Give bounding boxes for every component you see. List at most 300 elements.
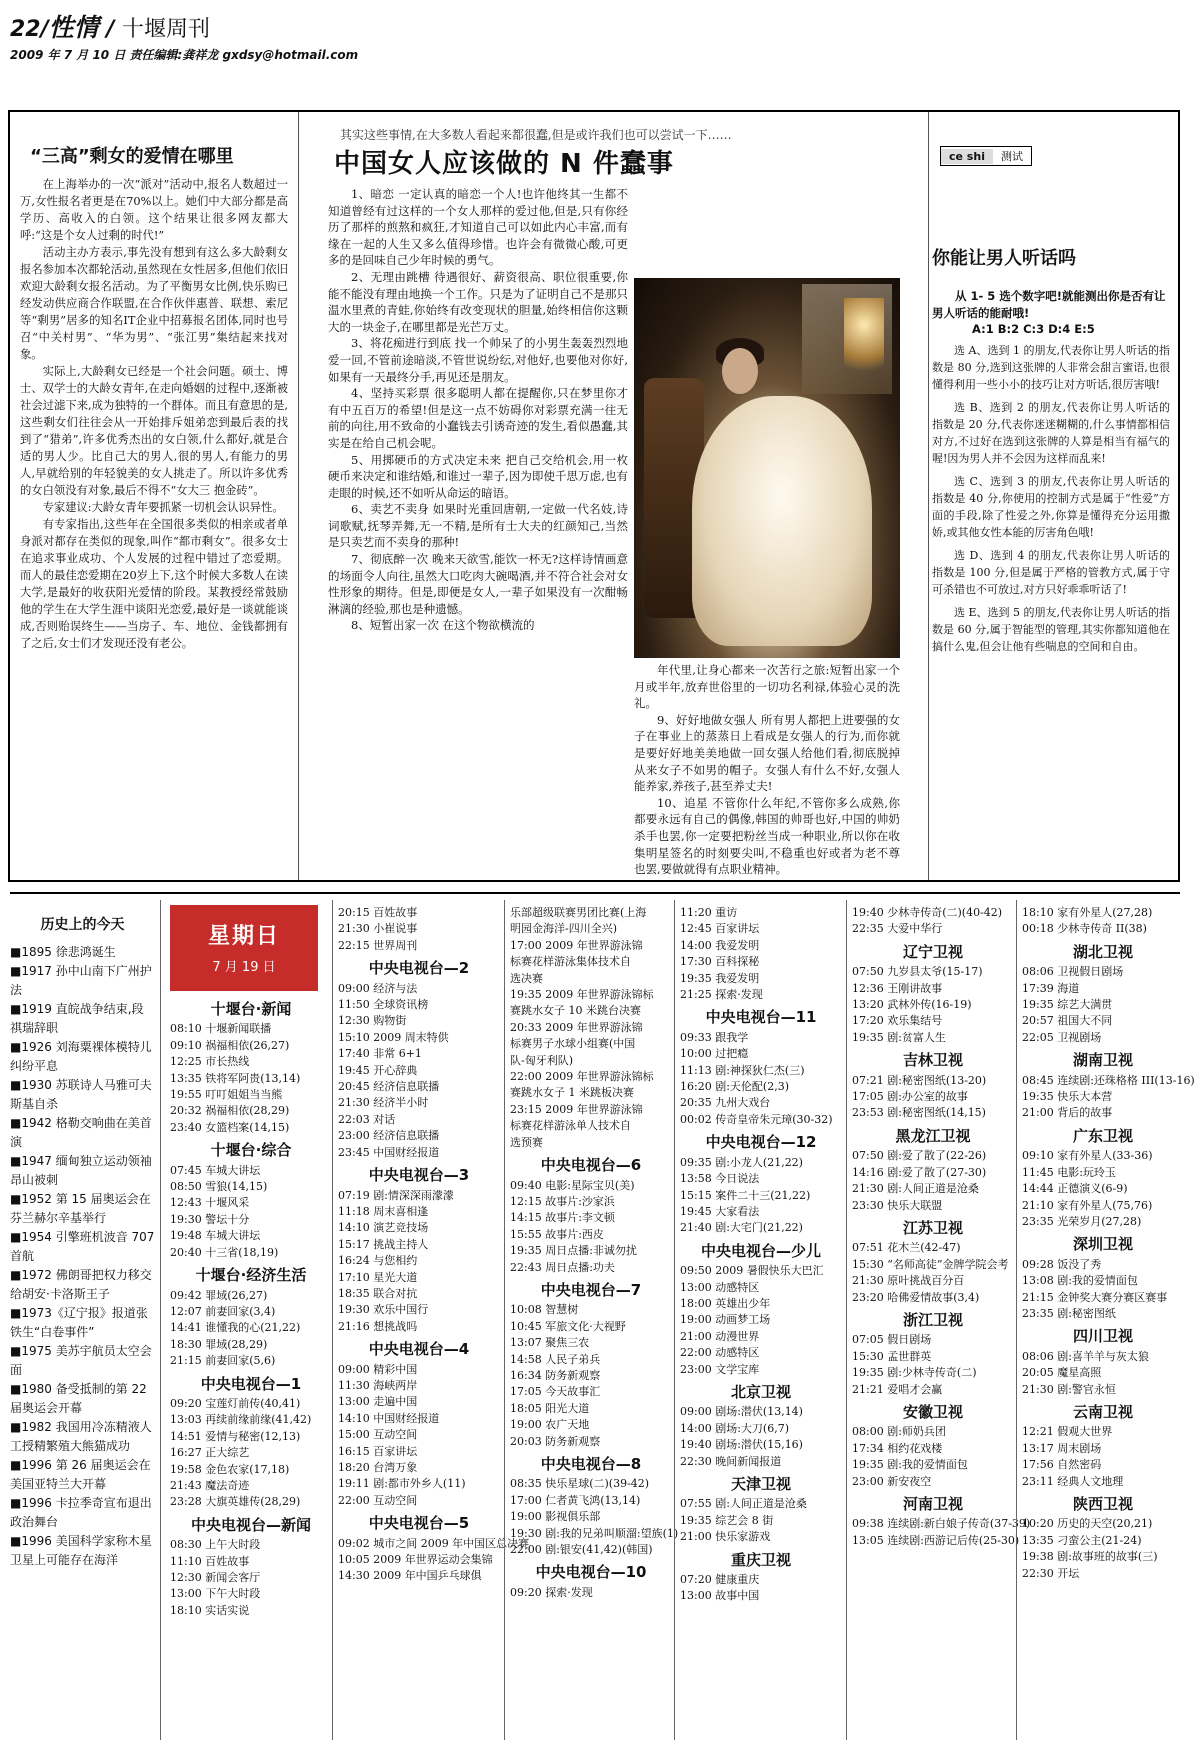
tv-program: 11:45 电影:玩玲玉 [1022,1165,1116,1179]
tv-program: 10:45 军旅文化·大视野 [510,1319,626,1333]
tv-station: 广东卫视 [1072,1126,1133,1145]
tv-program: 标赛花样游泳集体技术自 [510,955,631,969]
tv-program: 07:21 剧:秘密图纸(13-20) [852,1073,987,1087]
tv-program: 09:00 经济与法 [338,981,418,995]
tv-program: 21:15 金钟奖大赛分赛区赛事 [1022,1290,1168,1304]
tv-program: 15:00 互动空间 [338,1428,418,1442]
history-item: ■1996 卡拉季奇宣布退出政治舞台 [10,1496,152,1529]
tv-divider [1016,900,1017,1740]
article-silly-things [328,126,926,877]
tv-program: 09:02 城市之间 2009 年中国区总决赛 [338,1536,530,1550]
history-item: ■1942 格勒交响曲在美首演 [10,1116,152,1149]
tv-program: 17:40 非常 6+1 [338,1047,422,1061]
tv-program: 14:16 剧:爱了散了(27-30) [852,1165,987,1179]
day-date: 7 月 19 日 [212,960,276,975]
tv-program: 明园金海洋-四川全兴) [510,922,618,936]
quiz-result: 选 D、选到 4 的朋友,代表你让男人听话的指数是 100 分,但是属于严格的管教方式,属于守可杀错也不可放过,对方只好乖乖听话了! [932,549,1170,596]
tv-program: 20:40 十三省(18,19) [170,1245,279,1259]
tv-program: 22:00 2009 年世界游泳锦标 [510,1070,654,1084]
tv-program: 21:00 动漫世界 [680,1329,760,1343]
tv-program: 12:30 新闻会客厅 [170,1571,261,1584]
tv-program: 19:35 综艺会 8 街 [680,1513,774,1527]
paragraph: 2、无理由跳槽 待遇很好、薪资很高、职位很重要,你能不能没有理由地换一个工作。只是为了证明自己不是那只温水里煮的青蛙,你始终有改变现状的胆量,始终相信你这颗大的一块金子,在哪里都是光芒万丈。 [328,269,628,334]
tv-program: 14:51 爱情与秘密(12,13) [170,1429,301,1443]
top-content-box [8,110,1180,882]
tv-station: 中央电视台—6 [540,1156,642,1175]
tv-program: 19:00 农广天地 [510,1418,590,1432]
tv-program: 21:00 快乐家游戏 [680,1530,771,1544]
tv-program: 19:11 剧:都市外乡人(11) [338,1477,466,1491]
tv-program: 17:39 海道 [1022,981,1080,995]
tv-program: 22:30 晚间新闻报道 [680,1454,782,1468]
history-item: ■1947 缅甸独立运动领袖昂山被刺 [10,1154,152,1187]
tv-program: 12:36 王刚讲故事 [852,981,943,995]
tv-program: 17:10 星光大道 [338,1270,418,1284]
tv-station: 黑龙江卫视 [895,1126,971,1145]
tv-program: 08:06 剧:喜羊羊与灰太狼 [1022,1349,1149,1363]
tv-station: 深圳卫视 [1072,1235,1133,1254]
tv-program: 13:05 连续剧:西游记后传(25-30) [852,1533,1020,1547]
tv-program: 14:58 人民子弟兵 [510,1352,601,1366]
tv-column [852,905,1031,1549]
article-title: “三高”剩女的爱情在哪里 [30,146,234,167]
tv-program: 08:35 快乐星球(二)(39-42) [510,1477,650,1491]
tv-program: 07:05 假日剧场 [852,1333,932,1347]
history-today [10,910,155,1570]
tv-divider [846,900,847,1740]
tv-program: 18:00 英雄出少年 [680,1296,771,1310]
tv-program: 23:00 文学宝库 [680,1362,760,1376]
tv-program: 09:10 祸福相依(26,27) [170,1038,290,1052]
tv-program: 22:00 剧:银安(41,42)(韩国) [510,1543,653,1557]
quiz-result: 选 B、选到 2 的朋友,代表你让男人听话的指数是 20 分,代表你迷迷糊糊的,什么事情都相信对方,不过好在选到这张牌的人算是相当有福气的喔!因为男人并不会因为这样而乱来! [932,401,1170,465]
tv-program: 13:20 武林外传(16-19) [852,998,972,1012]
tv-program: 14:00 剧场:大刀(6,7) [680,1421,789,1435]
tv-program: 21:30 经济半小时 [338,1096,429,1110]
tv-program: 19:40 剧场:潜伏(15,16) [680,1438,803,1452]
tv-program: 15:15 案件二十三(21,22) [680,1188,811,1202]
tv-program: 17:20 欢乐集结号 [852,1014,943,1028]
tv-program: 09:33 跟我学 [680,1030,749,1044]
tv-program: 23:15 2009 年世界游泳锦 [510,1102,643,1116]
tv-program: 07:51 花木兰(42-47) [852,1241,961,1255]
tv-program: 17:00 2009 年世界游泳锦 [510,938,643,952]
tv-program: 20:32 祸福相依(28,29) [170,1104,290,1118]
tv-program: 22:30 开坛 [1022,1566,1080,1580]
quiz-result: 选 A、选到 1 的朋友,代表你让男人听话的指数是 80 分,选到这张牌的人非常会甜言蜜语,也很懂得利用一些小小的技巧让对方听话,很厉害哦! [932,344,1170,391]
day-name: 星期日 [207,924,280,949]
tv-program: 19:35 剧:我的爱情面包 [852,1458,968,1472]
tv-program: 15:55 故事片:西皮 [510,1227,604,1241]
tv-program: 11:10 百姓故事 [170,1554,250,1568]
tv-station: 吉林卫视 [902,1051,963,1070]
paragraph: 有专家指出,这些年在全国很多类似的相亲或者单身派对都存在类似的现象,叫作“都市剩女”。很多女士在追求事业成功、个人发展的过程中错过了恋爱期。而人的最佳恋爱期在20岁上下,这个时候大多数人在读大学,是最好的收获阳光爱情的阶段。某教授经常鼓励他的学生在大学生涯中谈阳光恋爱,最好是一谈就能谈成,否则贻误终生——当房子、车、地位、金钱都拥有了之后,女士们才发现还没有老公。 [20,518,288,650]
paragraph: 10、追星 不管你什么年纪,不管你多么成熟,你都要永远有自己的偶像,韩国的帅哥也好,中国的帅奶杀手也罢,你一定要把粉丝当成一种职业,所以你在收集明星签名的时刻要尖叫,不稳重也好或者为老不尊也罢,要做就得有点职业精神。 [634,795,900,877]
tv-program: 09:00 剧场:潜伏(13,14) [680,1405,803,1419]
tv-station: 中央电视台—11 [705,1008,817,1027]
tv-program: 17:30 百科探秘 [680,955,760,969]
tv-program: 22:43 周日点播:功夫 [510,1260,615,1274]
column-divider [928,112,929,880]
column-divider [298,112,299,880]
tv-program: 13:08 剧:我的爱情面包 [1022,1274,1138,1288]
tv-station: 安徽卫视 [902,1402,963,1421]
tag-pinyin: ce shi [941,149,993,164]
tv-program: 07:50 剧:爱了散了(22-26) [852,1149,987,1163]
tv-program: 20:05 魔星高照 [1022,1366,1102,1380]
tv-program: 09:00 精彩中国 [338,1362,418,1376]
tv-program: 09:42 罪域(26,27) [170,1288,268,1302]
tv-program: 19:48 车城大讲坛 [170,1229,261,1243]
photo-dress [692,396,872,646]
tv-program: 11:50 全球资讯榜 [338,998,429,1012]
paragraph: 实际上,大龄剩女已经是一个社会问题。硕士、博士、双学士的大龄女青年,在走向婚姻的过程中,逐渐被社会过滤下来,成为独特的一个群体。而且有意思的是,这些剩女们往往会从一开始排斥姐弟恋到最后表的找到了“猎弟”,许多优秀杰出的女白领,什么都好,就是合适的男人少。比自己大的男人,很的男人,有能力的男人,早就给别的年轻貌美的女人挑走了。所以许多优秀的女白领没有对象,最后不得不“女大三 抱金砖”。 [20,365,288,497]
tv-program: 19:35 剧:贫富人生 [852,1030,946,1044]
tv-program: 16:20 剧:天伦配(2,3) [680,1080,789,1094]
tv-program: 19:58 金色农家(17,18) [170,1462,290,1476]
article-body [20,176,288,652]
tv-program: 13:07 聚焦三农 [510,1336,590,1350]
history-item: ■1930 苏联诗人马雅可夫斯基自杀 [10,1078,152,1111]
tv-program: 19:30 警坛十分 [170,1212,250,1226]
tv-column [510,905,679,1601]
tv-program: 10:08 智慧树 [510,1303,579,1317]
tv-program: 10:20 历史的天空(20,21) [1022,1517,1153,1531]
tv-program: 18:10 实话实说 [170,1603,250,1617]
tv-program: 10:05 2009 年世界运动会集锦 [338,1553,493,1567]
tv-station: 中央电视台—8 [540,1455,642,1473]
tv-program: 12:45 百家讲坛 [680,922,760,936]
tv-program: 21:30 原叶挑战百分百 [852,1274,965,1288]
tv-column [1022,905,1195,1582]
quiz-options: A:1 B:2 C:3 D:4 E:5 [972,322,1095,336]
article-title: 中国女人应该做的 N 件蠢事 [334,149,674,179]
tv-program: 22:15 世界周刊 [338,938,418,952]
tv-station: 江苏卫视 [902,1218,963,1237]
tv-program: 07:55 剧:人间正道是沧桑 [680,1497,807,1511]
tv-program: 20:45 经济信息联播 [338,1080,440,1094]
tv-program: 19:38 剧:故事班的故事(三) [1022,1550,1158,1564]
article-body-right [634,662,900,878]
tv-program: 12:43 十堰风采 [170,1196,250,1210]
tv-station: 重庆卫视 [730,1550,791,1569]
tv-program: 07:45 车城大讲坛 [170,1163,261,1177]
tv-program: 13:00 故事中国 [680,1589,760,1603]
tv-program: 23:53 剧:秘密图纸(14,15) [852,1106,986,1120]
tv-program: 14:00 我爱发明 [680,938,760,952]
bride-photo [634,278,900,658]
tv-station: 天津卫视 [730,1475,791,1493]
tv-program: 13:58 今日说法 [680,1172,760,1186]
header-date-editor: 2009 年 7 月 10 日 责任编辑:龚祥龙 gxdsy@hotmail.com [10,48,359,62]
tv-program: 13:00 走遍中国 [338,1395,418,1409]
tv-program: 20:33 2009 年世界游泳锦 [510,1020,643,1034]
tv-program: 21:21 爱唱才会赢 [852,1382,943,1396]
tv-program: 08:06 卫视假日剧场 [1022,965,1124,979]
tv-station: 十堰台·经济生活 [195,1266,307,1285]
tv-program: 23:30 快乐大联盟 [852,1198,943,1212]
tv-program: 14:10 中国财经报道 [338,1411,440,1425]
tv-program: 20:57 祖国大不同 [1022,1014,1113,1028]
history-item: ■1952 第 15 届奥运会在芬兰赫尔辛基举行 [10,1192,151,1225]
tv-program: 21:30 剧:警官永恒 [1022,1382,1116,1396]
tv-program: 16:15 百家讲坛 [338,1444,418,1458]
tv-program: 21:25 探索·发现 [680,988,763,1002]
tv-program: 21:16 想挑战吗 [338,1319,418,1333]
tv-program: 22:00 互动空间 [338,1493,418,1507]
history-item: ■1917 孙中山南下广州护法 [10,964,152,997]
tv-program: 17:56 自然密码 [1022,1458,1102,1472]
tv-program: 17:00 仁者黄飞鸿(13,14) [510,1493,641,1507]
paragraph: 6、卖艺不卖身 如果时光重回唐朝,一定做一代名妓,诗词歌赋,抚琴弄舞,无一不精,是所有士大夫的红颜知己,当然是只卖艺而不卖身的那种! [328,502,628,550]
tv-program: 19:00 影视俱乐部 [510,1510,601,1524]
section-name: 性情 [48,13,99,42]
tv-program: 13:00 动感特区 [680,1280,760,1294]
tv-program: 19:55 叮叮姐姐当当熊 [170,1088,283,1102]
tv-program: 23:11 经典人文地理 [1022,1474,1124,1488]
tv-program: 19:35 周日点播:非诚勿扰 [510,1244,637,1258]
history-item: ■1980 备受抵制的第 22 届奥运会开幕 [10,1382,147,1415]
tv-station: 北京卫视 [730,1382,791,1401]
tv-program: 18:20 台湾万象 [338,1461,418,1474]
tv-program: 12:15 故事片:沙家浜 [510,1194,615,1208]
tv-station: 中央电视台—1 [200,1374,302,1393]
tv-program: 08:45 连续剧:还珠格格 III(13-16) [1022,1073,1195,1087]
tv-column [680,905,842,1605]
history-item: ■1973《辽宁报》报道张铁生“白卷事件” [10,1306,148,1339]
paragraph: 活动主办方表示,事先没有想到有这么多大龄剩女报名参加本次都轮活动,虽然现在女性居多,但他们依旧欢迎大龄剩女报名活动。为了平衡男女比例,快乐购已经发动供应商合作联盟,在合作伙伴惠普、联想、索尼等“剩男”居多的知名IT企业中招募报名团体,同时也号召“中关村男”、“华为男”、“张江男”集结起来找对象。 [20,246,288,361]
tv-program: 17:34 相约花戏楼 [852,1441,943,1455]
tv-program: 14:41 谁懂我的心(21,22) [170,1321,301,1335]
tv-program: 19:30 剧:我的兄弟叫顺溜:望族(1) [510,1526,679,1540]
tv-program: 11:13 剧:神探狄仁杰(三) [680,1063,805,1077]
tv-program: 14:15 故事片:李文顿 [510,1211,615,1225]
tv-program: 08:10 十堰新闻联播 [170,1022,272,1036]
tv-program: 07:20 健康重庆 [680,1573,760,1587]
tv-divider [332,900,333,1740]
tv-program: 13:03 再续前缘前缘(41,42) [170,1413,312,1427]
tv-program: 12:25 市长热线 [170,1055,250,1069]
tv-program: 17:05 今天故事汇 [510,1385,601,1399]
tv-program: 09:50 2009 暑假快乐大巴汇 [680,1264,824,1278]
tv-program: 21:15 前妻回家(5,6) [170,1354,276,1368]
history-item: ■1975 美苏宇航员太空会面 [10,1344,152,1377]
tv-program: 22:35 大爱中华行 [852,922,943,936]
tv-program: 22:05 卫视剧场 [1022,1030,1102,1044]
tv-program: 19:45 大家看法 [680,1204,760,1218]
tv-program: 15:17 挑战主持人 [338,1237,429,1251]
tv-program: 队-匈牙利队) [510,1053,574,1067]
tv-program: 07:19 剧:情深深雨濛濛 [338,1188,454,1202]
tv-station: 中央电视台—2 [368,959,470,978]
tv-program: 21:00 背后的故事 [1022,1106,1113,1120]
tv-program: 19:35 我爱发明 [680,971,760,985]
tv-program: 09:10 家有外星人(33-36) [1022,1149,1153,1163]
tv-program: 14:44 正德演义(6-9) [1022,1182,1128,1196]
tv-program: 14:10 演艺竞技场 [338,1221,429,1235]
tv-program: 23:35 剧:秘密图纸 [1022,1306,1116,1320]
tv-program: 23:28 大旗英雄传(28,29) [170,1495,301,1509]
tv-station: 中央电视台—4 [368,1340,470,1359]
tv-program: 标赛花样游泳单人技术自 [510,1119,631,1133]
tv-program: 16:24 与您相约 [338,1254,418,1268]
paragraph: 在上海举办的一次“派对”活动中,报名人数超过一万,女性报名者更是在70%以上。她们中大部分都是高学历、高收入的白领。这个结果让很多网友都大呼:“这是个女人过剩的时代!” [20,178,288,242]
quiz-tag [940,146,1032,166]
quiz-question: 从 1- 5 选个数字吧!就能测出你是否有让男人听话的能耐哦! [932,289,1166,320]
tv-program: 21:10 家有外星人(75,76) [1022,1198,1153,1212]
tv-program: 14:30 2009 年中国乒乓球俱 [338,1569,482,1583]
tv-program: 20:35 九州大戏台 [680,1096,771,1110]
history-item: ■1972 佛朗哥把权力移交给胡安·卡洛斯王子 [10,1268,152,1301]
header-title: 22/性情 / 十堰周刊 [10,13,211,42]
tv-divider [674,900,675,1740]
paragraph: 专家建议:大龄女青年要抓紧一切机会认识异性。 [42,501,284,514]
tv-column [170,995,332,1619]
tv-station: 四川卫视 [1072,1327,1133,1346]
tv-program: 19:35 综艺大满贯 [1022,998,1113,1012]
tv-program: 21:30 剧:人间正道是沧桑 [852,1182,979,1196]
photo-face [722,348,758,394]
tv-program: 标赛男子水球小组赛(中国 [510,1037,636,1051]
tv-program: 20:15 百姓故事 [338,906,418,919]
article-leftover-women [20,142,288,652]
tv-program: 19:35 2009 年世界游泳锦标 [510,988,654,1002]
tv-program: 08:30 上午大时段 [170,1538,261,1552]
tv-program: 18:05 阳光大道 [510,1401,590,1415]
quiz-results [932,342,1170,655]
tv-program: 10:00 过把瘾 [680,1047,749,1061]
tv-program: 09:20 探索·发现 [510,1585,593,1599]
tv-program: 07:50 九岁县太爷(15-17) [852,965,983,979]
tv-station: 中央电视台—12 [705,1133,817,1152]
tv-program: 19:45 开心辞典 [338,1063,418,1077]
tv-program: 19:40 少林寺传奇(二)(40-42) [852,906,1003,919]
tv-program: 20:03 防务新观察 [510,1434,601,1448]
quiz-result: 选 C、选到 3 的朋友,代表你让男人听话的指数是 40 分,你使用的控制方式是属于“性爱”方面的手段,除了性爱之外,你算是懂得充分运用撒娇,或其他女性本能的厉害角色哦! [932,475,1170,539]
page-header [10,8,358,63]
article-body-left [328,186,628,634]
tv-program: 21:40 剧:大宅门(21,22) [680,1221,803,1235]
tv-program: 09:40 电影:星际宝贝(美) [510,1178,635,1192]
quiz-result: 选 E、选到 5 的朋友,代表你让男人听话的指数是 60 分,属于智能型的管理,其实你都知道他在搞什么鬼,但会让他有些喘息的空间和自由。 [932,606,1171,653]
tv-program: 09:35 剧:小龙人(21,22) [680,1155,803,1169]
tv-station: 十堰台·综合 [210,1141,292,1160]
paragraph: 8、短暂出家一次 在这个物欲横流的 [351,618,535,633]
tv-program: 13:00 下午大时段 [170,1587,261,1601]
tv-program: 17:05 剧:办公室的故事 [852,1090,968,1104]
tv-station: 辽宁卫视 [902,942,963,961]
tv-program: 赛跳水女子 10 米跳台决赛 [510,1004,641,1018]
tv-program: 18:10 家有外星人(27,28) [1022,906,1153,919]
tv-day-header [170,905,318,991]
paper-name: 十堰周刊 [122,17,211,42]
tv-station: 湖南卫视 [1072,1051,1133,1070]
tv-program: 18:30 罪域(28,29) [170,1337,268,1351]
paragraph: 7、彻底醉一次 晚来天欲雪,能饮一杯无?这样诗情画意的场面令人向往,虽然大口吃肉大碗喝酒,并不符合社会对女性形象的期待。但是,即便是女人,一辈子如果没有一次酣畅淋漓的经验,那也是种遗憾。 [328,552,628,616]
tv-program: 15:30 孟世群英 [852,1349,932,1363]
tv-program: 13:35 铁将军阿贵(13,14) [170,1071,301,1085]
quiz-column [932,126,1170,655]
tv-station: 中央电视台—5 [368,1514,470,1533]
tv-program: 23:00 经济信息联播 [338,1129,440,1143]
paragraph: 1、暗恋 一定认真的暗恋一个人!也许他终其一生都不知道曾经有过这样的一个女人那样的爱过他,但是,只有你经历了那样的煎熬和疯狂,才知道自己可以如此内心丰富,而有缘在一起的人生又多么值得珍惜。也许会有微微心酸,可更多的是回味自己少年时候的勇气。 [328,187,628,268]
tv-program: 选决赛 [510,971,543,985]
tv-program: 19:35 快乐大本营 [1022,1090,1113,1104]
history-item: ■1954 引擎班机波音 707 首航 [10,1230,155,1263]
tv-program: 18:35 联合对抗 [338,1286,418,1300]
page-number: 22/ [10,17,49,42]
tv-program: 11:30 海峡两岸 [338,1378,418,1392]
tv-program: 16:34 防务新观察 [510,1368,601,1382]
photo-lamp [844,298,884,388]
tv-program: 21:30 小崔说事 [338,922,418,936]
tv-program: 19:30 欢乐中国行 [338,1303,429,1317]
tv-program: 11:20 重访 [680,906,738,919]
tv-program: 赛跳水女子 1 米跳板决赛 [510,1086,634,1100]
tv-station: 十堰台·新闻 [210,1000,292,1018]
tv-station: 中央电视台—7 [540,1280,642,1299]
tv-program: 22:00 动感特区 [680,1346,760,1360]
section-divider [10,892,1180,894]
tv-station: 云南卫视 [1072,1402,1133,1421]
tv-program: 13:17 周末剧场 [1022,1441,1102,1455]
history-item: ■1926 刘海粟裸体模特儿纠纷平息 [10,1040,152,1073]
tv-station: 中央电视台—3 [368,1166,470,1185]
tv-program: 乐部超级联赛男团比赛(上海 [510,906,647,919]
tv-station: 陕西卫视 [1072,1495,1133,1513]
tv-program: 12:30 购物街 [338,1014,407,1028]
tv-station: 湖北卫视 [1072,942,1133,961]
tv-divider [504,900,505,1740]
tv-station: 中央电视台—少儿 [700,1241,821,1260]
article-lead: 其实这些事情,在大多数人看起来都很蠢,但是或许我们也可以尝试一下…… [340,128,732,142]
history-title: 历史上的今天 [40,917,125,933]
tag-label: 测试 [1000,150,1023,163]
history-item: ■1919 直皖战争结束,段祺瑞辞职 [10,1002,144,1035]
tv-program: 15:10 2009 周末特供 [338,1030,449,1044]
tv-program: 09:20 宝莲灯前传(40,41) [170,1396,301,1410]
paragraph: 5、用掷硬币的方式决定未来 把自己交给机会,用一枚硬币来决定和谁结婚,和谁过一辈子,因为即使千思万虑,也有走眼的时候,还不如听从命运的暗语。 [328,452,628,500]
tv-program: 23:35 光荣岁月(27,28) [1022,1214,1142,1228]
tv-program: 16:27 正大综艺 [170,1446,250,1460]
tv-program: 23:20 哈佛爱情故事(3,4) [852,1290,980,1304]
history-list [10,943,155,1570]
history-item: ■1982 我国用冷冻精液人工授精繁殖大熊猫成功 [10,1420,152,1453]
paragraph: 年代里,让身心都来一次苦行之旅:短暂出家一个月或半年,放弃世俗里的一切功名利禄,体验心灵的洗礼。 [634,663,900,711]
tv-station: 河南卫视 [902,1495,963,1513]
tv-program: 13:35 刁蛮公主(21-24) [1022,1533,1142,1547]
tv-program: 22:03 对话 [338,1112,396,1126]
history-item: ■1895 徐悲鸿诞生 [10,945,116,959]
tv-program: 11:18 周末喜相逢 [338,1204,429,1218]
tv-program: 12:21 假观大世界 [1022,1425,1113,1439]
tv-program: 23:00 新安夜空 [852,1474,932,1488]
tv-program: 12:07 前妻回家(3,4) [170,1304,276,1318]
tv-station: 中央电视台—新闻 [190,1515,311,1534]
tv-program: 00:18 少林寺传奇 II(38) [1022,922,1147,936]
history-item: ■1996 第 26 届奥运会在美国亚特兰大开幕 [10,1458,151,1491]
tv-program: 19:00 动画梦工场 [680,1313,771,1327]
tv-program: 09:28 饭没了秀 [1022,1257,1102,1271]
tv-program: 15:30 “名师高徒”金牌学院会考 [852,1257,1009,1271]
tv-program: 09:38 连续剧:新白娘子传奇(37-39) [852,1517,1031,1531]
tv-divider [160,900,161,1740]
tv-program: 选预赛 [510,1135,543,1149]
tv-program: 08:50 雪狼(14,15) [170,1180,268,1194]
tv-station: 中央电视台—10 [535,1563,647,1582]
tv-program: 23:40 女篮档案(14,15) [170,1120,290,1134]
tv-program: 08:00 剧:师奶兵团 [852,1425,946,1439]
